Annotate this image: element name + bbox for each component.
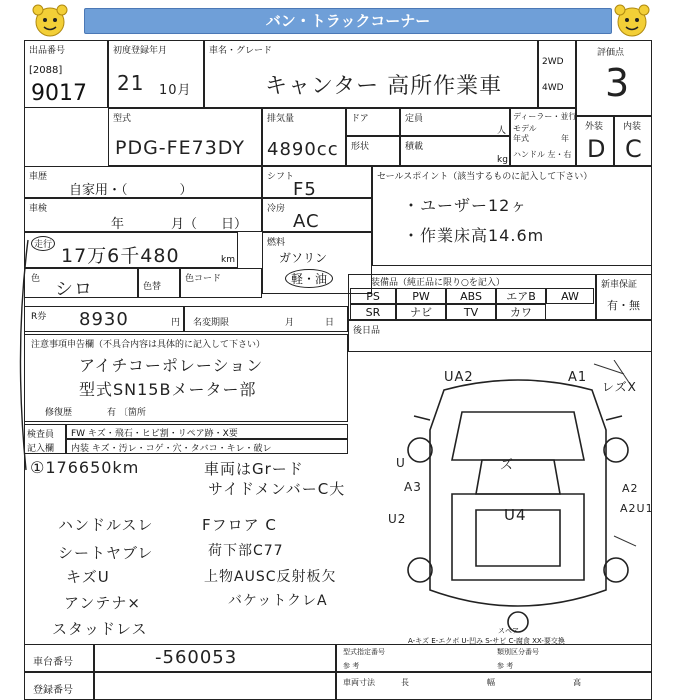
lot-label: 出品番号 — [29, 46, 66, 56]
usage-value: 自家用・（ ） — [69, 183, 193, 198]
reg-label: 初度登録年月 — [113, 46, 168, 56]
notes-box — [24, 334, 348, 422]
note-upper: 上物AUSC反射板欠 — [204, 569, 337, 585]
recycle-box — [24, 306, 184, 332]
new-car-value: 有・無 — [607, 299, 640, 312]
diag-spare: スペア — [498, 627, 519, 635]
load-kg: kg — [497, 155, 508, 165]
model-year-unit: 年式 — [513, 134, 529, 143]
auction-sheet — [24, 40, 652, 700]
cap-label: 定員 — [405, 114, 424, 124]
note-seat: シートヤブレ — [58, 544, 154, 562]
grade-box — [576, 40, 652, 116]
note-side: サイドメンバーC大 — [208, 480, 346, 498]
mileage-value: 17万6千480 — [61, 245, 180, 267]
reg-year: 21 — [117, 71, 145, 95]
recycle-label: R券 — [31, 312, 47, 322]
usage-label: 車歴 — [29, 172, 48, 182]
ext-label: 外装 — [585, 122, 604, 132]
color-value: シロ — [55, 279, 93, 300]
chassis-value: -560053 — [155, 647, 238, 668]
equip-pw: PW — [396, 288, 446, 304]
drive-box — [538, 40, 576, 108]
door-box — [346, 108, 400, 136]
form-label2: 類別区分番号 — [497, 648, 539, 656]
name-change-box — [184, 306, 348, 332]
ext-value: D — [587, 135, 607, 163]
shift-label: シフト — [267, 172, 295, 182]
shape-box — [346, 136, 400, 166]
fuel-diesel: 軽・油 — [285, 269, 333, 288]
ac-value: AC — [293, 211, 320, 232]
header-banner — [84, 8, 612, 34]
grade-label: 評価点 — [597, 48, 625, 58]
insp-label: 検査員 — [27, 430, 55, 440]
rear-seat-box — [348, 320, 652, 352]
type-box — [108, 108, 262, 166]
diag-a3: A3 — [404, 480, 422, 494]
note-grade: 車両はGrード — [204, 460, 304, 478]
mascot-left-icon — [28, 2, 72, 42]
ext-box — [576, 116, 614, 166]
usage-box — [24, 166, 262, 198]
color-code-box — [180, 268, 262, 298]
drive-4wd: 4WD — [542, 83, 564, 93]
int-row-text: 内装 キズ・汚レ・コゲ・穴・タバコ・キレ・破レ — [71, 444, 272, 454]
notes-line1: アイチコーポレーション — [79, 356, 264, 375]
sales-line2: ・作業床高14.6m — [403, 226, 545, 245]
equip-airbag: エアB — [496, 288, 546, 304]
lot-number: 9017 — [31, 81, 87, 106]
rear-seat-label: 後日品 — [353, 326, 381, 336]
diag-u: U — [396, 456, 406, 470]
vehicle-diagram — [384, 360, 652, 640]
note-odo: ①176650km — [30, 458, 140, 477]
equip-abs: ABS — [446, 288, 496, 304]
notes-line2: 型式SN15Bメーター部 — [79, 380, 257, 399]
type-value: PDG-FE73DY — [115, 137, 245, 159]
fw-row-text: FW キズ・飛石・ヒビ割・リペア跡・X要 — [71, 429, 238, 439]
entry-label: 記入欄 — [27, 444, 55, 454]
dims-w: 幅 — [487, 678, 495, 687]
inspect-year: 年 — [111, 217, 125, 232]
chassis-label-box — [24, 644, 94, 672]
note-handle: ハンドルスレ — [58, 516, 154, 534]
chassis-label: 車台番号 — [33, 657, 73, 668]
ac-box — [262, 198, 372, 232]
equip-aw: AW — [546, 288, 594, 304]
fw-row — [66, 424, 348, 439]
header-title: バン・トラックコーナー — [265, 12, 431, 30]
fuel-value: ガソリン — [279, 251, 328, 265]
load-box — [400, 136, 510, 166]
ac-label: 冷房 — [267, 204, 286, 214]
form-label1: 型式指定番号 — [343, 648, 385, 656]
color-change-box — [138, 268, 180, 298]
equip-label: 装備品（純正品に限り○を記入） — [371, 278, 505, 288]
note-floor: Fフロア C — [202, 516, 277, 534]
equip-sr: SR — [350, 304, 396, 320]
shift-box — [262, 166, 372, 198]
equip-navi: ナビ — [396, 304, 446, 320]
repair-label: 修復歴 — [45, 408, 73, 418]
inspect-day: 日） — [221, 217, 248, 232]
recycle-yen: 円 — [171, 318, 181, 328]
diag-legend: A-キズ E-エクボ U-凹み S-サビ C-腐食 XX-要交換 — [408, 637, 565, 645]
note-bucket: バケットクレA — [228, 593, 328, 609]
color-code-label: 色コード — [185, 274, 222, 284]
name-box — [204, 40, 538, 108]
load-label: 積載 — [405, 142, 424, 152]
equip-ps: PS — [350, 288, 396, 304]
note-studless: スタッドレス — [52, 620, 148, 638]
disp-value: 4890cc — [267, 139, 339, 160]
diag-xz: ズ — [500, 458, 515, 473]
repair-value: 有 〔箇所 — [107, 408, 146, 418]
dealer-label: ディーラー・並行 — [513, 112, 577, 121]
dims-l: 長 — [401, 678, 409, 687]
cap-persons: 人 — [497, 126, 507, 136]
note-antenna: アンテナ× — [64, 594, 141, 612]
diag-au1: A2U1 — [620, 502, 654, 515]
diag-u4: U4 — [504, 506, 527, 524]
color-box — [24, 268, 138, 298]
lot-box — [24, 40, 108, 108]
form-ref2: 参 考 — [497, 662, 514, 670]
shift-value: F5 — [293, 179, 317, 200]
color-label: 色 — [31, 274, 41, 284]
int-row — [66, 439, 348, 454]
note-scratch: キズU — [66, 568, 110, 586]
dims-box — [336, 672, 652, 700]
mileage-label: 走行 — [31, 236, 55, 251]
recycle-value: 8930 — [79, 309, 129, 330]
diag-a2: A2 — [622, 482, 639, 495]
mileage-box — [24, 232, 238, 268]
reg-no-label: 登録番号 — [33, 685, 73, 696]
inspect-box — [24, 198, 262, 232]
diag-a1: A1 — [568, 370, 588, 385]
form-box — [336, 644, 652, 672]
notes-label: 注意事項申告欄（不具合内容は具体的に記入して下さい） — [31, 340, 266, 350]
diag-u2: U2 — [388, 512, 407, 526]
drive-2wd: 2WD — [542, 57, 564, 67]
name-change-day: 日 — [325, 318, 335, 328]
sales-box — [372, 166, 652, 266]
handle-label: ハンドル 左・右 — [513, 150, 572, 159]
name-label: 車名・グレード — [209, 46, 273, 56]
disp-label: 排気量 — [267, 114, 295, 124]
new-car-box — [596, 274, 652, 320]
inspect-label: 車検 — [29, 204, 48, 214]
fuel-label: 燃料 — [267, 238, 286, 248]
reg-no-value-box — [94, 672, 336, 700]
year-unit: 年 — [561, 134, 569, 143]
dims-h: 高 — [573, 678, 581, 687]
form-ref1: 参 考 — [343, 662, 360, 670]
model-year-label: モデル — [513, 124, 537, 133]
sales-label: セールスポイント（該当するものに記入して下さい） — [377, 172, 593, 182]
dims-label: 車両寸法 — [343, 678, 375, 687]
door-label: ドア — [351, 114, 369, 124]
color-change-label: 色替 — [143, 282, 162, 292]
new-car-label: 新車保証 — [601, 280, 638, 290]
int-value: C — [625, 135, 643, 163]
equip-tv: TV — [446, 304, 496, 320]
dealer-box — [510, 108, 576, 166]
inspect-month: 月（ — [171, 217, 198, 232]
int-box — [614, 116, 652, 166]
equip-leather: カワ — [496, 304, 546, 320]
disp-box — [262, 108, 346, 166]
cap-box — [400, 108, 510, 136]
sales-line1: ・ユーザー12ヶ — [403, 196, 528, 215]
reg-month: 10月 — [159, 83, 192, 98]
mileage-km: km — [221, 255, 235, 265]
chassis-value-box — [94, 644, 336, 672]
name-change-month: 月 — [285, 318, 295, 328]
diag-x: レズX — [602, 380, 637, 394]
grade-value: 3 — [605, 61, 631, 105]
lot-small: [2088] — [29, 65, 63, 76]
name-value: キャンター 高所作業車 — [265, 74, 503, 99]
mascot-right-icon — [610, 2, 654, 42]
diag-ua2: UA2 — [444, 370, 474, 385]
int-label: 内装 — [623, 122, 642, 132]
note-under: 荷下部C77 — [208, 543, 284, 559]
shape-label: 形状 — [351, 142, 370, 152]
name-change-label: 名変期限 — [193, 318, 230, 328]
type-label: 型式 — [113, 114, 132, 124]
reg-no-label-box — [24, 672, 94, 700]
reg-box — [108, 40, 204, 108]
